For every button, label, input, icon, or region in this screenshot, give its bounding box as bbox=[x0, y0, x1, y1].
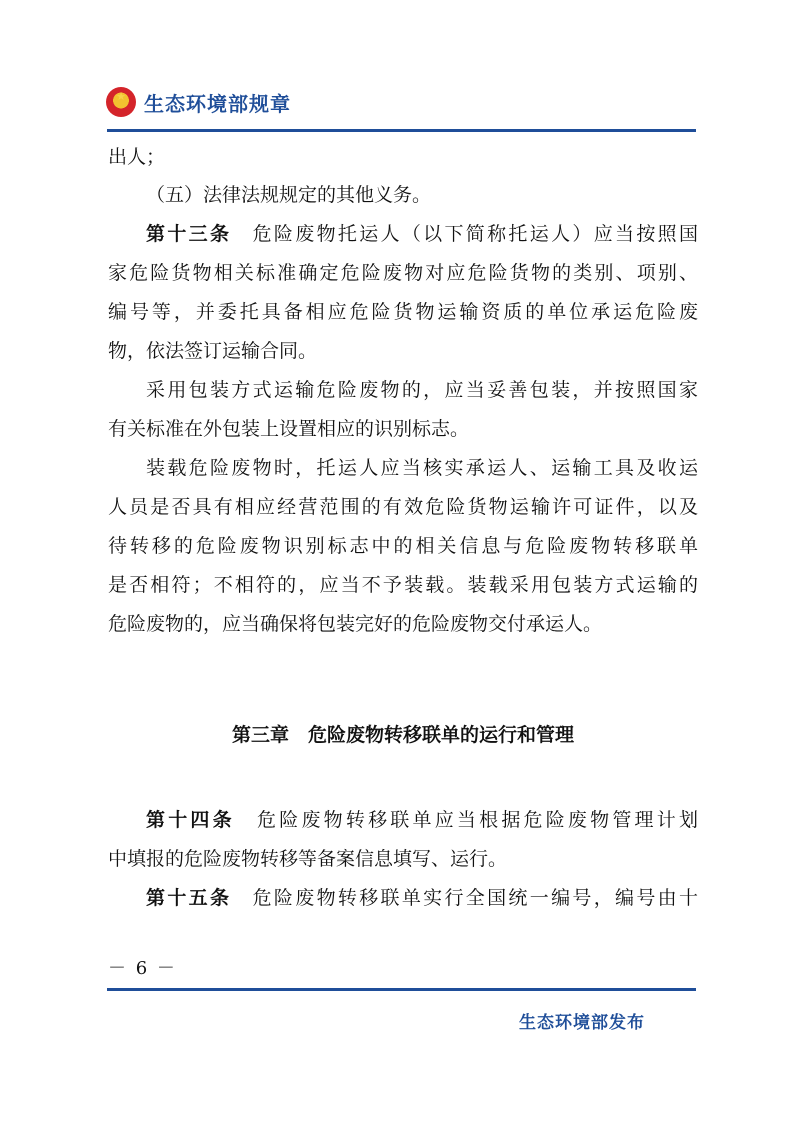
chapter-title: 危险废物转移联单的运行和管理 bbox=[308, 724, 575, 746]
header-divider bbox=[107, 129, 696, 132]
article-15-first-line: 第十五条 危险废物转移联单实行全国统一编号，编号由十 bbox=[146, 887, 698, 909]
paragraph-line: 危险废物的，应当确保将包装完好的危险废物交付承运人。 bbox=[108, 613, 603, 635]
paragraph-line: 人员是否具有相应经营范围的有效危险货物运输许可证件，以及 bbox=[108, 496, 698, 518]
page-header bbox=[106, 82, 291, 122]
footer-divider bbox=[107, 988, 696, 991]
article-14-first-line: 第十四条 危险废物转移联单应当根据危险废物管理计划 bbox=[146, 809, 698, 831]
page-number: － 6 － bbox=[108, 958, 177, 979]
paragraph-line: 家危险货物相关标准确定危险废物对应危险货物的类别、项别、 bbox=[108, 262, 698, 284]
footer-publisher: 生态环境部发布 bbox=[519, 1013, 645, 1033]
paragraph-line: 物，依法签订运输合同。 bbox=[108, 340, 318, 362]
paragraph-line: 中填报的危险废物转移等备案信息填写、运行。 bbox=[108, 848, 508, 870]
paragraph-line: 装载危险废物时，托运人应当核实承运人、运输工具及收运 bbox=[146, 457, 698, 479]
article-13-first-line: 第十三条 危险废物托运人（以下简称托运人）应当按照国 bbox=[146, 223, 698, 245]
article-13-label: 第十三条 bbox=[146, 223, 232, 245]
national-emblem-icon: ★ bbox=[106, 87, 136, 117]
article-15-label: 第十五条 bbox=[146, 887, 232, 909]
paragraph-line: 待转移的危险废物识别标志中的相关信息与危险废物转移联单 bbox=[108, 535, 698, 557]
paragraph-line: 编号等，并委托具备相应危险货物运输资质的单位承运危险废 bbox=[108, 301, 698, 323]
chapter-heading bbox=[108, 723, 698, 747]
paragraph-line: 有关标准在外包装上设置相应的识别标志。 bbox=[108, 418, 470, 440]
paragraph-line: 是否相符；不相符的，应当不予装载。装载采用包装方式运输的 bbox=[108, 574, 698, 596]
paragraph-line: 出人； bbox=[108, 146, 166, 168]
chapter-number: 第三章 bbox=[231, 724, 289, 746]
paragraph-line: （五）法律法规规定的其他义务。 bbox=[146, 184, 432, 206]
header-title: 生态环境部规章 bbox=[144, 91, 291, 116]
article-14-label: 第十四条 bbox=[146, 809, 235, 831]
paragraph-line: 采用包装方式运输危险废物的，应当妥善包装，并按照国家 bbox=[146, 379, 698, 401]
